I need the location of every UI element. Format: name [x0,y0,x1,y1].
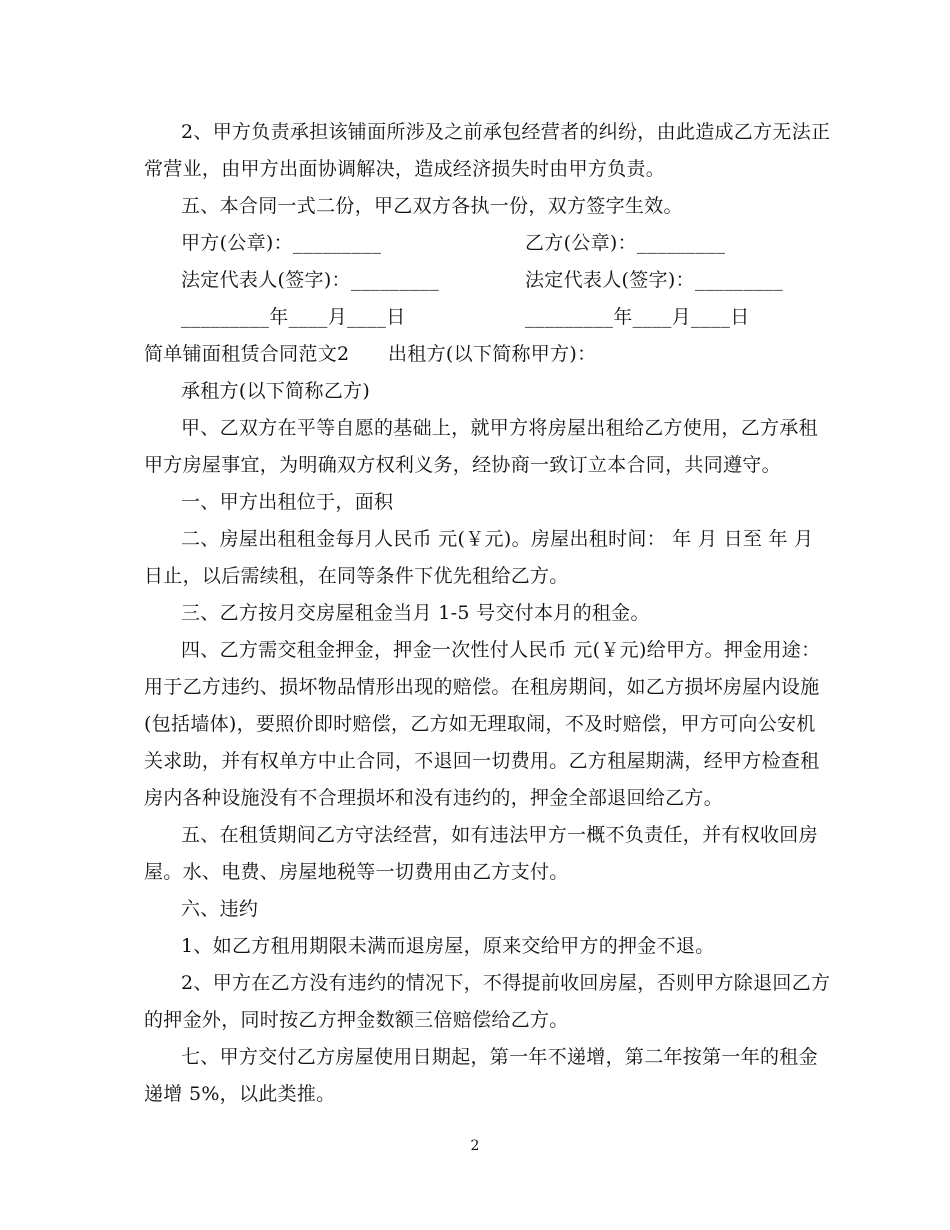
paragraph-line: (包括墙体)，要照价即时赔偿，乙方如无理取闹，不及时赔偿，甲方可向公安机 [144,713,816,735]
paragraph-line: 2、甲方在乙方没有违约的情况下，不得提前收回房屋，否则甲方除退回乙方 [181,972,831,994]
section-title: 简单铺面租赁合同范文2 出租方(以下简称甲方)： [144,343,597,365]
signature-rep-b: 法定代表人(签字)：_________ [525,269,784,291]
paragraph-line: 甲方房屋事宜，为明确双方权利义务，经协商一致订立本合同，共同遵守。 [144,454,781,476]
paragraph-line: 常营业，由甲方出面协调解决，造成经济损失时由甲方负责。 [144,158,666,180]
signature-party-b: 乙方(公章)：_________ [525,232,726,254]
paragraph-line: 1、如乙方租用期限未满而退房屋，原来交给甲方的押金不退。 [181,935,715,957]
paragraph-line: 五、在租赁期间乙方守法经营，如有违法甲方一概不负责任，并有权收回房 [181,824,818,846]
paragraph-line: 四、乙方需交租金押金，押金一次性付人民币 元(￥元)给甲方。押金用途： [181,639,821,661]
paragraph-line: 甲、乙双方在平等自愿的基础上，就甲方将房屋出租给乙方使用，乙方承租 [181,417,818,439]
paragraph-line: 承租方(以下简称乙方) [181,380,371,402]
paragraph-line: 三、乙方按月交房屋租金当月 1-5 号交付本月的租金。 [181,602,650,624]
paragraph-line: 五、本合同一式二份，甲乙双方各执一份，双方签字生效。 [181,195,683,217]
paragraph-line: 一、甲方出租位于，面积 [181,491,394,513]
paragraph-line: 2、甲方负责承担该铺面所涉及之前承包经营者的纠纷，由此造成乙方无法正 [181,121,831,143]
signature-date-b: _________年____月____日 [525,306,750,328]
paragraph-line: 六、违约 [181,898,259,920]
paragraph-line: 七、甲方交付乙方房屋使用日期起，第一年不递增，第二年按第一年的租金 [181,1046,818,1068]
paragraph-line: 关求助，并有权单方中止合同，不退回一切费用。乙方租屋期满，经甲方检查租 [144,750,820,772]
paragraph-line: 日止，以后需续租，在同等条件下优先租给乙方。 [144,565,569,587]
paragraph-line: 递增 5%，以此类推。 [144,1083,336,1105]
page-number: 2 [470,1138,480,1154]
signature-date-a: _________年____月____日 [181,306,406,328]
paragraph-line: 房内各种设施没有不合理损坏和没有违约的，押金全部退回给乙方。 [144,787,724,809]
paragraph-line: 屋。水、电费、房屋地税等一切费用由乙方支付。 [144,861,569,883]
paragraph-line: 用于乙方违约、损坏物品情形出现的赔偿。在租房期间，如乙方损坏房屋内设施 [144,676,820,698]
paragraph-line: 的押金外，同时按乙方押金数额三倍赔偿给乙方。 [144,1009,569,1031]
signature-rep-a: 法定代表人(签字)：_________ [181,269,440,291]
paragraph-line: 二、房屋出租租金每月人民币 元(￥元)。房屋出租时间： 年 月 日至 年 月 [181,528,814,550]
signature-party-a: 甲方(公章)：_________ [181,232,382,254]
